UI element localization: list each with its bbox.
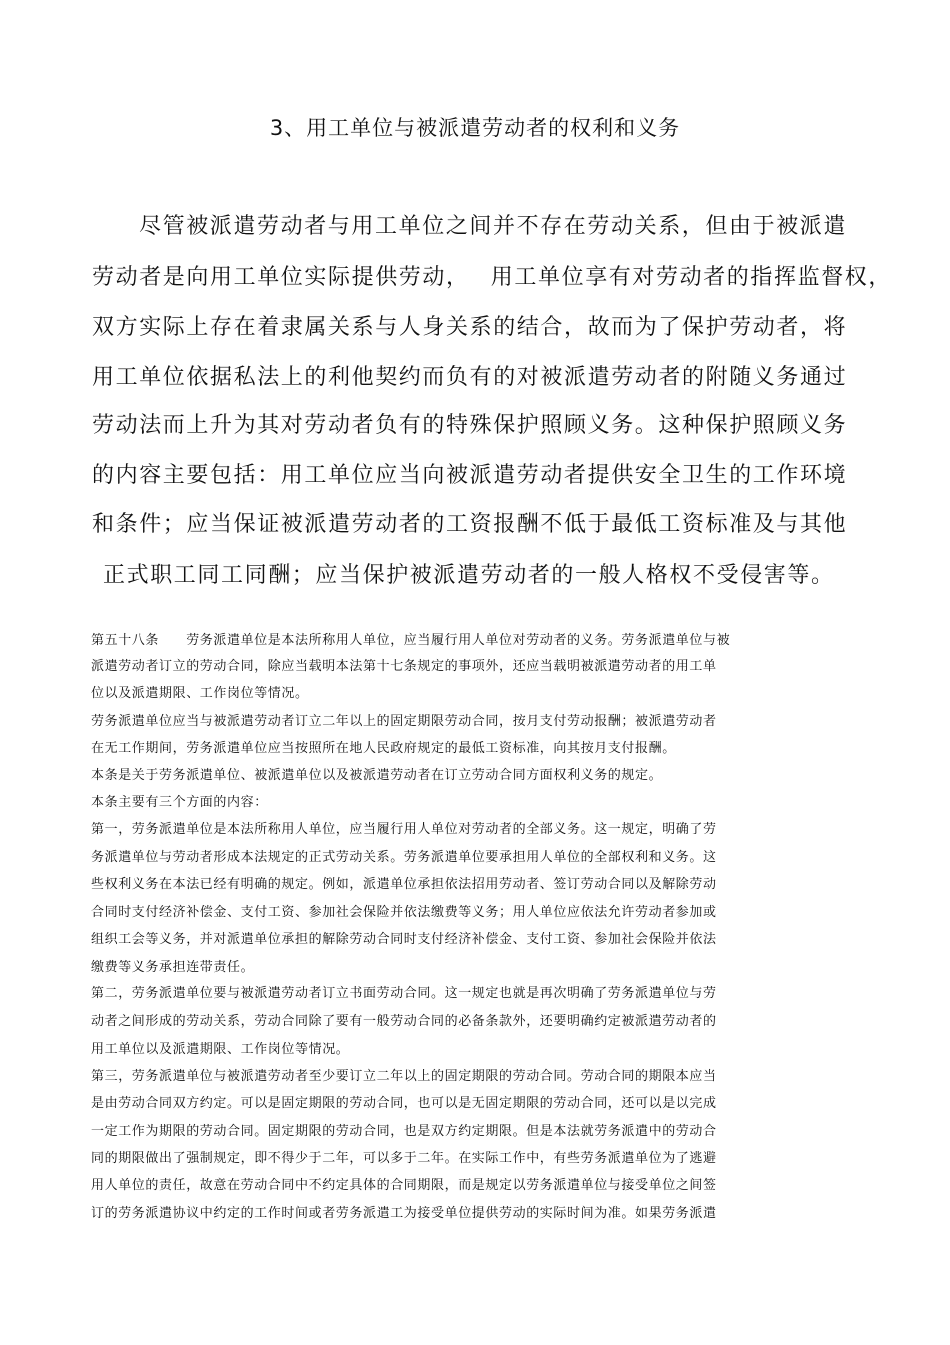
law-line-6: 本条是关于劳务派遣单位、被派遣单位以及被派遣劳动者在订立劳动合同方面权利义务的规定。 — [91, 768, 663, 783]
intro-line-6: 的内容主要包括：用工单位应当向被派遣劳动者提供安全卫生的工作环境 — [92, 463, 848, 488]
law-line-11: 合同时支付经济补偿金、支付工资、参加社会保险并依法缴费等义务；用人单位应依法允许劳动者参加或 — [91, 905, 717, 920]
law-line-18: 是由劳动合同双方约定。可以是固定期限的劳动合同，也可以是无固定期限的劳动合同，还可以是以完成 — [91, 1096, 717, 1111]
law-line-15: 动者之间形成的劳动关系，劳动合同除了要有一般劳动合同的必备条款外，还要明确约定被派遣劳动者的 — [91, 1014, 717, 1029]
law-line-12: 组织工会等义务，并对派遣单位承担的解除劳动合同时支付经济补偿金、支付工资、参加社会保险并依法 — [91, 932, 717, 947]
law-line-2: 派遣劳动者订立的劳动合同，除应当载明本法第十七条规定的事项外，还应当载明被派遣劳动者的用工单 — [91, 659, 717, 674]
law-line-17: 第三，劳务派遣单位与被派遣劳动者至少要订立二年以上的固定期限的劳动合同。劳动合同的期限本应当 — [91, 1069, 717, 1084]
law-line-8: 第一，劳务派遣单位是本法所称用人单位，应当履行用人单位对劳动者的全部义务。这一规定，明确了劳 — [91, 822, 717, 837]
law-line-3: 位以及派遣期限、工作岗位等情况。 — [91, 686, 309, 701]
law-line-13: 缴费等义务承担连带责任。 — [91, 960, 255, 975]
law-line-14: 第二，劳务派遣单位要与被派遣劳动者订立书面劳动合同。这一规定也就是再次明确了劳务派遣单位与劳 — [91, 986, 717, 1001]
law-line-21: 用人单位的责任，故意在劳动合同中不约定具体的合同期限，而是规定以劳务派遣单位与接受单位之间签 — [91, 1178, 717, 1193]
law-line-19: 一定工作为期限的劳动合同。固定期限的劳动合同，也是双方约定期限。但是本法就劳务派遣中的劳动合 — [91, 1124, 717, 1139]
law-line-1: 第五十八条 劳务派遣单位是本法所称用人单位，应当履行用人单位对劳动者的义务。劳务派遣单位与被 — [91, 633, 731, 648]
law-line-9: 务派遣单位与劳动者形成本法规定的正式劳动关系。劳务派遣单位要承担用人单位的全部权利和义务。这 — [91, 850, 717, 865]
law-line-20: 同的期限做出了强制规定，即不得少于二年，可以多于二年。在实际工作中，有些劳务派遣单位为了逃避 — [91, 1151, 717, 1166]
intro-line-1: 尽管被派遣劳动者与用工单位之间并不存在劳动关系，但由于被派遣 — [139, 214, 848, 239]
intro-line-8: 正式职工同工同酬；应当保护被派遣劳动者的一般人格权不受侵害等。 — [103, 563, 835, 588]
intro-line-4: 用工单位依据私法上的利他契约而负有的对被派遣劳动者的附随义务通过 — [92, 365, 848, 390]
intro-line-7: 和条件；应当保证被派遣劳动者的工资报酬不低于最低工资标准及与其他 — [92, 512, 848, 537]
intro-line-5: 劳动法而上升为其对劳动者负有的特殊保护照顾义务。这种保护照顾义务 — [92, 413, 848, 438]
law-line-5: 在无工作期间，劳务派遣单位应当按照所在地人民政府规定的最低工资标准，向其按月支付报酬。 — [91, 741, 676, 756]
law-line-16: 用工单位以及派遣期限、工作岗位等情况。 — [91, 1042, 350, 1057]
law-line-7: 本条主要有三个方面的内容： — [91, 795, 268, 810]
law-line-4: 劳务派遣单位应当与被派遣劳动者订立二年以上的固定期限劳动合同，按月支付劳动报酬；被派遣劳动者 — [91, 714, 717, 729]
intro-line-3: 双方实际上存在着隶属关系与人身关系的结合，故而为了保护劳动者，将 — [92, 315, 848, 340]
law-line-22: 订的劳务派遣协议中约定的工作时间或者劳务派遣工为接受单位提供劳动的实际时间为准。如果劳务派遣 — [91, 1206, 717, 1221]
intro-line-2: 劳动者是向用工单位实际提供劳动， 用工单位享有对劳动者的指挥监督权， — [92, 265, 892, 290]
law-line-10: 些权利义务在本法已经有明确的规定。例如，派遣单位承担依法招用劳动者、签订劳动合同以及解除劳动 — [91, 877, 717, 892]
section-heading: 3、用工单位与被派遣劳动者的权利和义务 — [269, 116, 681, 140]
